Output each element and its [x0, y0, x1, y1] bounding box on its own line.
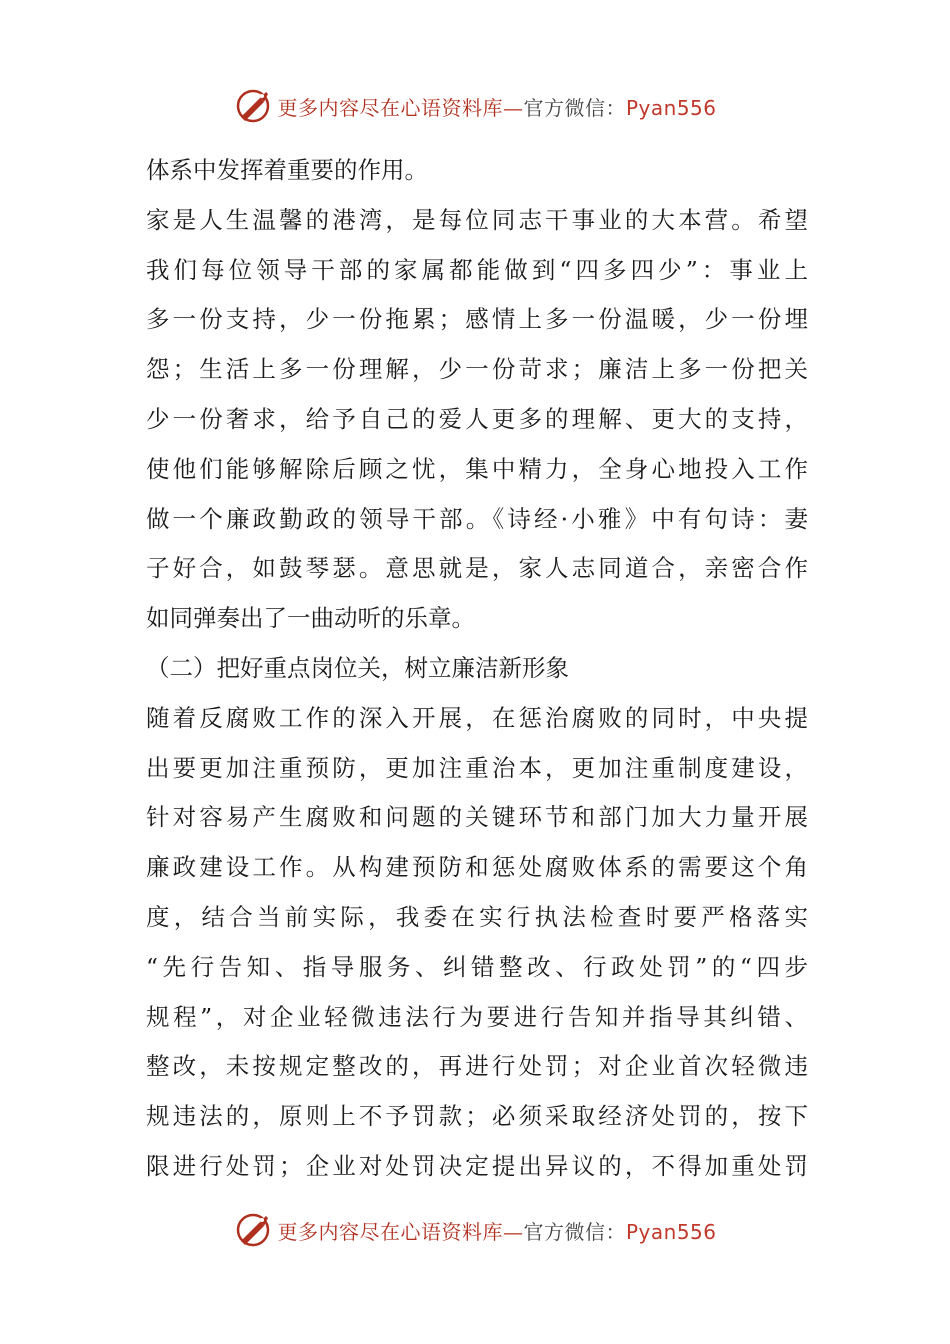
- text-line: “先行告知、指导服务、纠错整改、行政处罚”的“四步: [146, 952, 808, 981]
- text-line: 我们每位领导干部的家属都能做到“四多四少”：事业上: [146, 255, 808, 284]
- text-line: 限进行处罚；企业对处罚决定提出异议的，不得加重处罚: [146, 1151, 808, 1180]
- banner-wechat-label: 官方微信：: [523, 95, 626, 120]
- text-line: 少一份奢求，给予自己的爱人更多的理解、更大的支持，: [146, 404, 808, 433]
- text-line: 规违法的，原则上不予罚款；必须采取经济处罚的，按下: [146, 1102, 808, 1131]
- text-line: 廉政建设工作。从构建预防和惩处腐败体系的需要这个角: [146, 853, 808, 882]
- banner-text: [277, 92, 716, 121]
- header-banner: [0, 84, 950, 128]
- text-line: 针对容易产生腐败和问题的关键环节和部门加大力量开展: [146, 803, 808, 832]
- text-line: 做一个廉政勤政的领导干部。《诗经·小雅》中有句诗：妻: [146, 504, 808, 533]
- banner-text: [277, 1216, 716, 1245]
- text-line: 随着反腐败工作的深入开展，在惩治腐败的同时，中央提: [146, 703, 808, 732]
- banner-main-text: 更多内容尽在心语资料库—: [277, 1219, 524, 1244]
- text-line: （二）把好重点岗位关，树立廉洁新形象: [146, 653, 569, 682]
- pen-logo-icon: [233, 1210, 273, 1250]
- text-line: 出要更加注重预防，更加注重治本，更加注重制度建设，: [146, 753, 808, 782]
- banner-wechat-id: Pyan556: [625, 1219, 717, 1244]
- banner-wechat-label: 官方微信：: [523, 1219, 626, 1244]
- banner-wechat-id: Pyan556: [625, 95, 717, 120]
- text-line: 子好合，如鼓琴瑟。意思就是，家人志同道合，亲密合作: [146, 554, 808, 583]
- text-line: 体系中发挥着重要的作用。: [146, 156, 428, 184]
- banner-main-text: 更多内容尽在心语资料库—: [277, 95, 524, 120]
- text-line: 整改，未按规定整改的，再进行处罚；对企业首次轻微违: [146, 1052, 808, 1081]
- footer-banner: [0, 1208, 950, 1252]
- document-body: [146, 146, 808, 1192]
- pen-logo-icon: [233, 86, 273, 126]
- text-line: 度，结合当前实际，我委在实行执法检查时要严格落实: [146, 902, 808, 931]
- text-line: 如同弹奏出了一曲动听的乐章。: [146, 604, 475, 633]
- text-line: 多一份支持，少一份拖累；感情上多一份温暖，少一份埋: [146, 305, 808, 334]
- text-line: 怨；生活上多一份理解，少一份苛求；廉洁上多一份把关: [146, 355, 808, 384]
- text-line: 规程”，对企业轻微违法行为要进行告知并指导其纠错、: [146, 1002, 808, 1031]
- text-line: 使他们能够解除后顾之忧，集中精力，全身心地投入工作: [146, 454, 808, 483]
- text-line: 家是人生温馨的港湾，是每位同志干事业的大本营。希望: [146, 205, 808, 234]
